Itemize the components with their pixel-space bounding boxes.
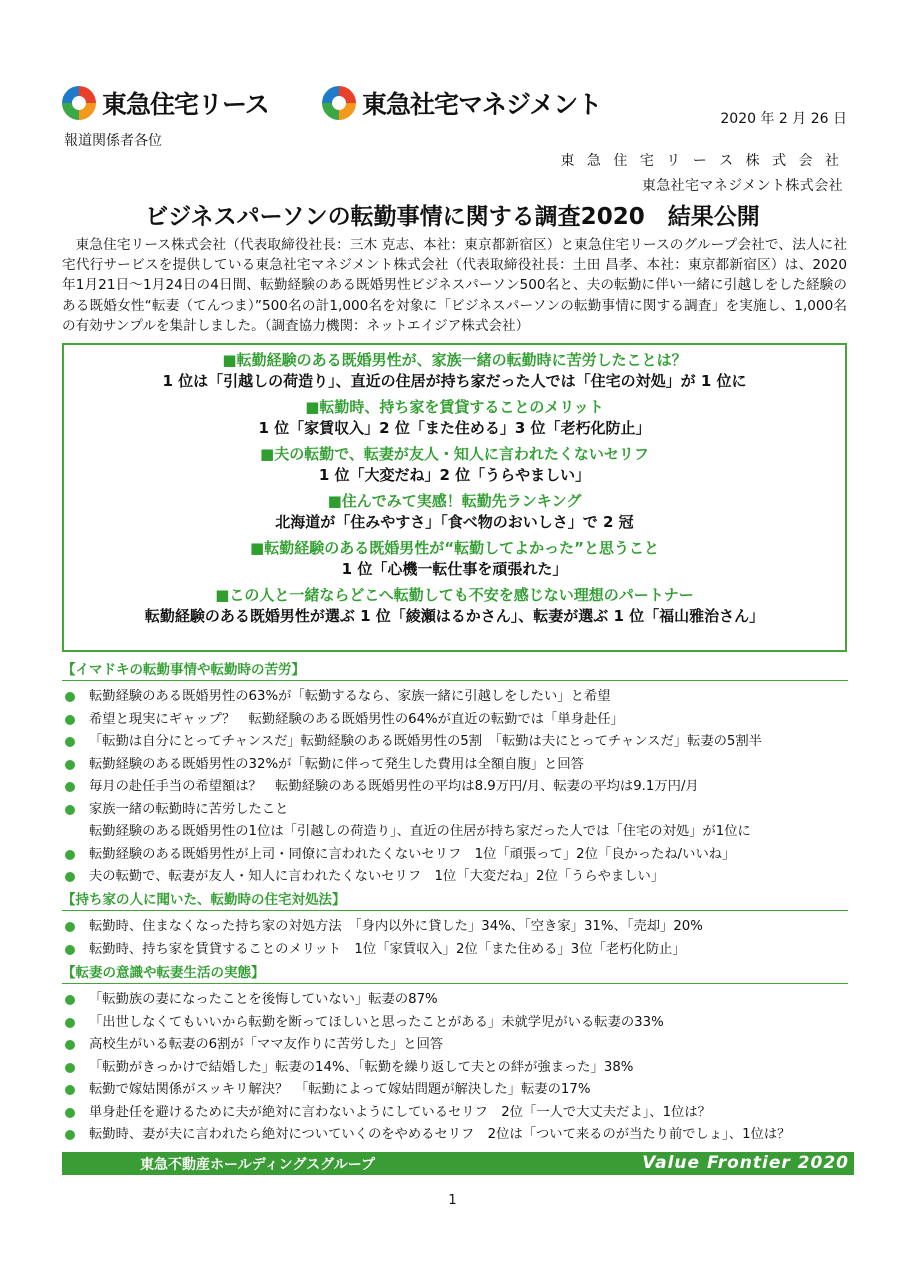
highlight-result: 1 位は「引越しの荷造り」、直近の住居が持ち家だった人では「住宅の対処」が 1 位に xyxy=(162,372,747,390)
list-item-text: 転勤経験のある既婚男性の32%が「転勤に伴って発生した費用は全額自腹」と回答 xyxy=(89,756,584,772)
list-item-text: 転勤時、妻が夫に言われたら絶対についていくのをやめるセリフ 2位は「ついて来るのが当たり前でしょ」、1位は？ xyxy=(89,1127,791,1142)
list-item-text: 毎月の赴任手当の希望額は？ 転勤経験のある既婚男性の平均は8.9万円/月、転妻の平均は9.1万円/月 xyxy=(89,779,699,794)
bullet-icon xyxy=(65,945,75,955)
list-item-text: 希望と現実にギャップ？ 転勤経験のある既婚男性の64%が直近の転勤では「単身赴任」 xyxy=(89,711,624,727)
highlight-item xyxy=(64,397,845,439)
release-date: 2020 年 2 月 26 日 xyxy=(720,111,847,127)
list-item-text: 夫の転勤で、転妻が友人・知人に言われたくないセリフ 1位「大変だね」2位「うらやましい」 xyxy=(89,869,665,884)
bullet-icon xyxy=(65,1040,75,1050)
list-item xyxy=(62,1124,852,1147)
section-3-list xyxy=(62,989,852,1147)
highlight-item xyxy=(64,444,845,486)
list-item-text: 「転勤がきっかけで結婚した」転妻の14%、「転勤を繰り返して夫との絆が強まった」38% xyxy=(89,1059,634,1075)
list-item xyxy=(62,866,852,889)
highlight-item xyxy=(64,350,845,392)
tokyu-logo-mark-icon xyxy=(322,86,356,120)
highlights-box xyxy=(62,343,847,652)
section-heading: 【持ち家の人に聞いた、転勤時の住宅対処法】 xyxy=(62,890,848,911)
list-item xyxy=(62,939,852,962)
bullet-icon xyxy=(65,1018,75,1028)
document-title: ビジネスパーソンの転勤事情に関する調査2020 結果公開 xyxy=(145,204,760,230)
list-item-text: 転勤経験のある既婚男性の63%が「転勤するなら、家族一緒に引越しをしたい」と希望 xyxy=(89,689,611,704)
list-item xyxy=(62,799,852,822)
highlight-heading: ■住んでみて実感！転勤先ランキング xyxy=(327,492,582,510)
footer-group-name: 東急不動産ホールディングスグループ xyxy=(140,1157,376,1173)
bullet-icon xyxy=(65,1085,75,1095)
list-item xyxy=(62,731,852,754)
tokyu-logo-mark-icon xyxy=(62,86,96,120)
list-item xyxy=(62,1034,852,1057)
addressee: 報道関係者各位 xyxy=(64,133,162,149)
highlight-result: 1 位「家賃収入」2 位「また住める」3 位「老朽化防止」 xyxy=(258,419,651,437)
list-item xyxy=(62,1079,852,1102)
section-2-list xyxy=(62,916,852,961)
intro-paragraph: 東急住宅リース株式会社（代表取締役社長：三木 克志、本社：東京都新宿区）と東急住宅リースのグループ会社で、法人に社宅代行サービスを提供している東急社宅マネジメント株式会社（代表取締役社長：土田 昌孝、本社：東京都新宿区）は、2020年1月21日～1月24日の4日間、転勤経験のある既婚男性ビジネスパーソン500名と、夫の転勤に伴い一緒に引越しをした経験のある既婚女性“転妻（てんつま）”500名の計1,000名を対象に「ビジネスパーソンの転勤事情に関する調査」を実施し、1,000名の有効サンプルを集計しました。（調査協力機関：ネットエイジア株式会社） xyxy=(62,237,847,334)
highlight-item xyxy=(64,538,845,580)
bullet-icon xyxy=(65,922,75,932)
bullet-icon xyxy=(65,1130,75,1140)
bullet-icon xyxy=(65,995,75,1005)
list-item-text: 転勤時、持ち家を賃貸することのメリット 1位「家賃収入」2位「また住める」3位「老朽化防止」 xyxy=(89,941,686,957)
list-item-continuation xyxy=(62,821,852,844)
list-item-text: 「出世しなくてもいいから転勤を断ってほしいと思ったことがある」未就学児がいる転妻の33% xyxy=(89,1014,664,1030)
bullet-icon xyxy=(65,760,75,770)
company-name-2: 東急社宅マネジメント株式会社 xyxy=(641,178,843,194)
footer-slogan: Value Frontier 2020 xyxy=(642,1153,849,1173)
list-item xyxy=(62,1012,852,1035)
list-item-text: 家族一緒の転勤時に苦労したこと xyxy=(89,801,289,817)
list-item xyxy=(62,844,852,867)
highlight-heading: ■転勤経験のある既婚男性が、家族一緒の転勤時に苦労したことは？ xyxy=(222,351,687,369)
bullet-icon xyxy=(65,715,75,725)
logo-left-name: 東急住宅リース xyxy=(102,90,269,119)
tokyu-housing-lease-logo xyxy=(62,86,269,120)
bullet-icon xyxy=(65,850,75,860)
logo-right-name: 東急社宅マネジメント xyxy=(362,90,602,119)
bullet-icon xyxy=(65,805,75,815)
list-item-text: 転勤経験のある既婚男性が上司・同僚に言われたくないセリフ 1位「頑張って」2位「良かったね/いいね」 xyxy=(89,846,736,862)
list-item-text: 転勤時、住まなくなった持ち家の対処方法 「身内以外に貸した」34%、「空き家」31%、「売却」20% xyxy=(89,919,703,934)
list-item xyxy=(62,989,852,1012)
bullet-icon xyxy=(65,782,75,792)
list-item-text: 高校生がいる転妻の6割が「ママ友作りに苦労した」と回答 xyxy=(89,1037,444,1052)
bullet-icon xyxy=(65,692,75,702)
company-name-1: 東 急 住 宅 リ ー ス 株 式 会 社 xyxy=(560,153,843,169)
section-1-list xyxy=(62,686,852,889)
highlight-result: 1 位「大変だね」2 位「うらやましい」 xyxy=(318,466,591,484)
list-item xyxy=(62,754,852,777)
list-item xyxy=(62,1102,852,1125)
list-item xyxy=(62,1057,852,1080)
list-item xyxy=(62,709,852,732)
highlight-heading: ■夫の転勤で、転妻が友人・知人に言われたくないセリフ xyxy=(260,445,649,463)
highlight-heading: ■転勤時、持ち家を賃貸することのメリット xyxy=(305,398,604,416)
list-item xyxy=(62,686,852,709)
bullet-icon xyxy=(65,1108,75,1118)
bullet-icon xyxy=(65,1063,75,1073)
highlight-item xyxy=(64,491,845,533)
list-item-text: 単身赴任を避けるために夫が絶対に言わないようにしているセリフ 2位「一人で大丈夫だよ」、1位は？ xyxy=(89,1104,711,1120)
highlight-heading: ■転勤経験のある既婚男性が“転勤してよかった”と思うこと xyxy=(250,539,659,557)
highlight-heading: ■この人と一緒ならどこへ転勤しても不安を感じない理想のパートナー xyxy=(215,586,694,604)
bullet-icon xyxy=(65,872,75,882)
list-item-text: 「転勤族の妻になったことを後悔していない」転妻の87% xyxy=(89,992,438,1007)
section-heading: 【イマドキの転勤事情や転勤時の苦労】 xyxy=(62,660,848,681)
highlight-result: 1 位「心機一転仕事を頑張れた」 xyxy=(341,560,568,578)
highlight-item xyxy=(64,585,845,627)
list-item-text: 転勤経験のある既婚男性の1位は「引越しの荷造り」、直近の住居が持ち家だった人では「住宅の対処」が1位に xyxy=(89,824,751,839)
list-item-text: 転勤で嫁姑関係がスッキリ解決？ 「転勤によって嫁姑問題が解決した」転妻の17% xyxy=(89,1082,591,1097)
bullet-icon xyxy=(65,737,75,747)
list-item xyxy=(62,776,852,799)
highlight-result: 転勤経験のある既婚男性が選ぶ 1 位「綾瀬はるかさん」、転妻が選ぶ 1 位「福山雅治さん」 xyxy=(144,607,765,625)
list-item xyxy=(62,916,852,939)
section-heading: 【転妻の意識や転妻生活の実態】 xyxy=(62,963,848,984)
highlight-result: 北海道が「住みやすさ」「食べ物のおいしさ」で 2 冠 xyxy=(275,513,634,531)
tokyu-company-housing-logo xyxy=(322,86,601,120)
page-number: 1 xyxy=(448,1193,457,1208)
list-item-text: 「転勤は自分にとってチャンスだ」転勤経験のある既婚男性の5割 「転勤は夫にとってチャンスだ」転妻の5割半 xyxy=(89,734,762,749)
